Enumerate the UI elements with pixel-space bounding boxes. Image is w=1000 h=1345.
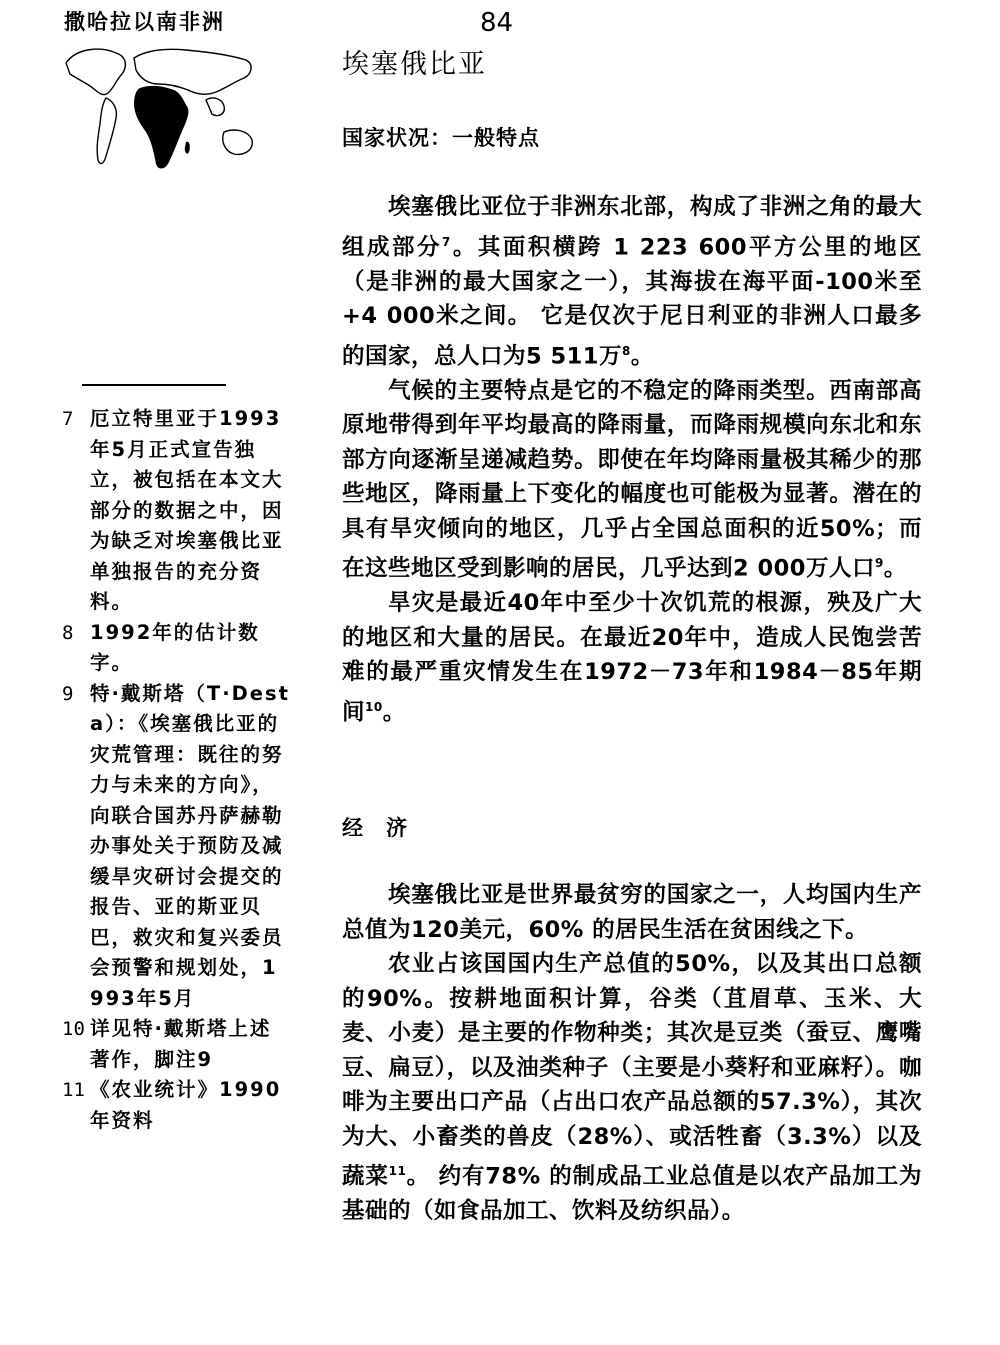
paragraph-location: 埃塞俄比亚位于非洲东北部，构成了非洲之角的最大组成部分$^7$。其面积横跨 1 223 600平方公里的地区（是非洲的最大国家之一），其海拔在海平面-100米至 +4 000米之间。 它是仅次于尼日利亚的非洲人口最多的国家，总人口为5 511万$^8$。: [342, 194, 922, 369]
footnote-divider: [82, 384, 226, 386]
footnote-item: [62, 618, 302, 679]
paragraph-climate: 气候的主要特点是它的不稳定的降雨类型。西南部高原地带得到年平均最高的降雨量，而降雨规模向东北和东部方向逐渐呈递减趋势。即使在年均降雨量极其稀少的那些地区，降雨量上下变化的幅度也可能极为显著。潜在的具有旱灾倾向的地区，几乎占全国总面积的近50%；而在这些地区受到影响的居民，几乎达到2 000万人口$^9$。: [342, 377, 922, 582]
footnote-number: 11: [62, 1079, 85, 1101]
section-general-body: [342, 190, 922, 730]
footnote-number: 8: [62, 621, 74, 644]
region-label: 撒哈拉以南非洲: [64, 10, 225, 34]
footnotes: [62, 404, 302, 1136]
page-number: 84: [480, 8, 514, 38]
paragraph-agriculture: 农业占该国国内生产总值的50%，以及其出口总额的90%。按耕地面积计算，谷类（苴眉草、玉米、大麦、小麦）是主要的作物种类；其次是豆类（蚕豆、鹰嘴豆、扁豆），以及油类种子（主要是小葵籽和亚麻籽）。咖啡为主要出口产品（占出口农产品总额的57.3%），其次为大、小畜类的兽皮（28%）、或活牲畜（3.3%）以及蔬菜$^{11}$。 约有78% 的制成品工业总值是以农产品加工为基础的（如食品加工、饮料及纺织品）。: [342, 951, 922, 1224]
footnote-ref-11: 11: [388, 1164, 407, 1178]
footnote-item: [62, 1014, 302, 1075]
footnote-text: 特·戴斯塔（T·Desta）：《埃塞俄比亚的灾荒管理：既往的努力与未来的方向》，向联合国苏丹萨赫勒办事处关于预防及减缓旱灾研讨会提交的报告、亚的斯亚贝巴，救灾和复兴委员会预警和规划处，1993年5月: [90, 681, 290, 1010]
footnote-number: 10: [62, 1018, 85, 1040]
section-economy-body: [342, 878, 922, 1229]
footnote-item: [62, 679, 302, 1015]
footnote-text: 1992年的估计数字。: [90, 620, 260, 674]
footnote-item: [62, 404, 302, 618]
footnote-ref-7: 7: [442, 234, 451, 249]
section-heading-general: 国家状况：一般特点: [342, 126, 540, 150]
footnote-number: 7: [62, 408, 74, 430]
footnote-text: 厄立特里亚于1993年5月正式宣告独立，被包括在本文大部分的数据之中，因为缺乏对埃塞俄比亚单独报告的充分资料。: [90, 407, 284, 613]
paragraph-drought: 旱灾是最近40年中至少十次饥荒的根源，殃及广大的地区和大量的居民。在最近20年中，造成人民饱尝苦难的最严重灾情发生在1972－73年和1984－85年期间$^{10}$。: [342, 590, 922, 725]
footnote-ref-10: 10: [365, 699, 383, 714]
world-map-africa-highlighted-icon: [56, 38, 266, 183]
footnote-number: 9: [62, 682, 74, 705]
footnote-ref-8: 8: [621, 343, 631, 358]
footnote-item: [62, 1075, 302, 1136]
footnote-text: 《农业统计》1990年资料: [90, 1078, 282, 1132]
footnote-ref-9: 9: [874, 556, 884, 570]
country-title: 埃塞俄比亚: [342, 49, 487, 80]
footnote-text: 详见特·戴斯塔上述著作，脚注9: [90, 1017, 272, 1071]
paragraph-poverty: 埃塞俄比亚是世界最贫穷的国家之一，人均国内生产总值为120美元，60% 的居民生活在贫困线之下。: [342, 882, 922, 943]
section-heading-economy: 经 济: [342, 816, 408, 840]
